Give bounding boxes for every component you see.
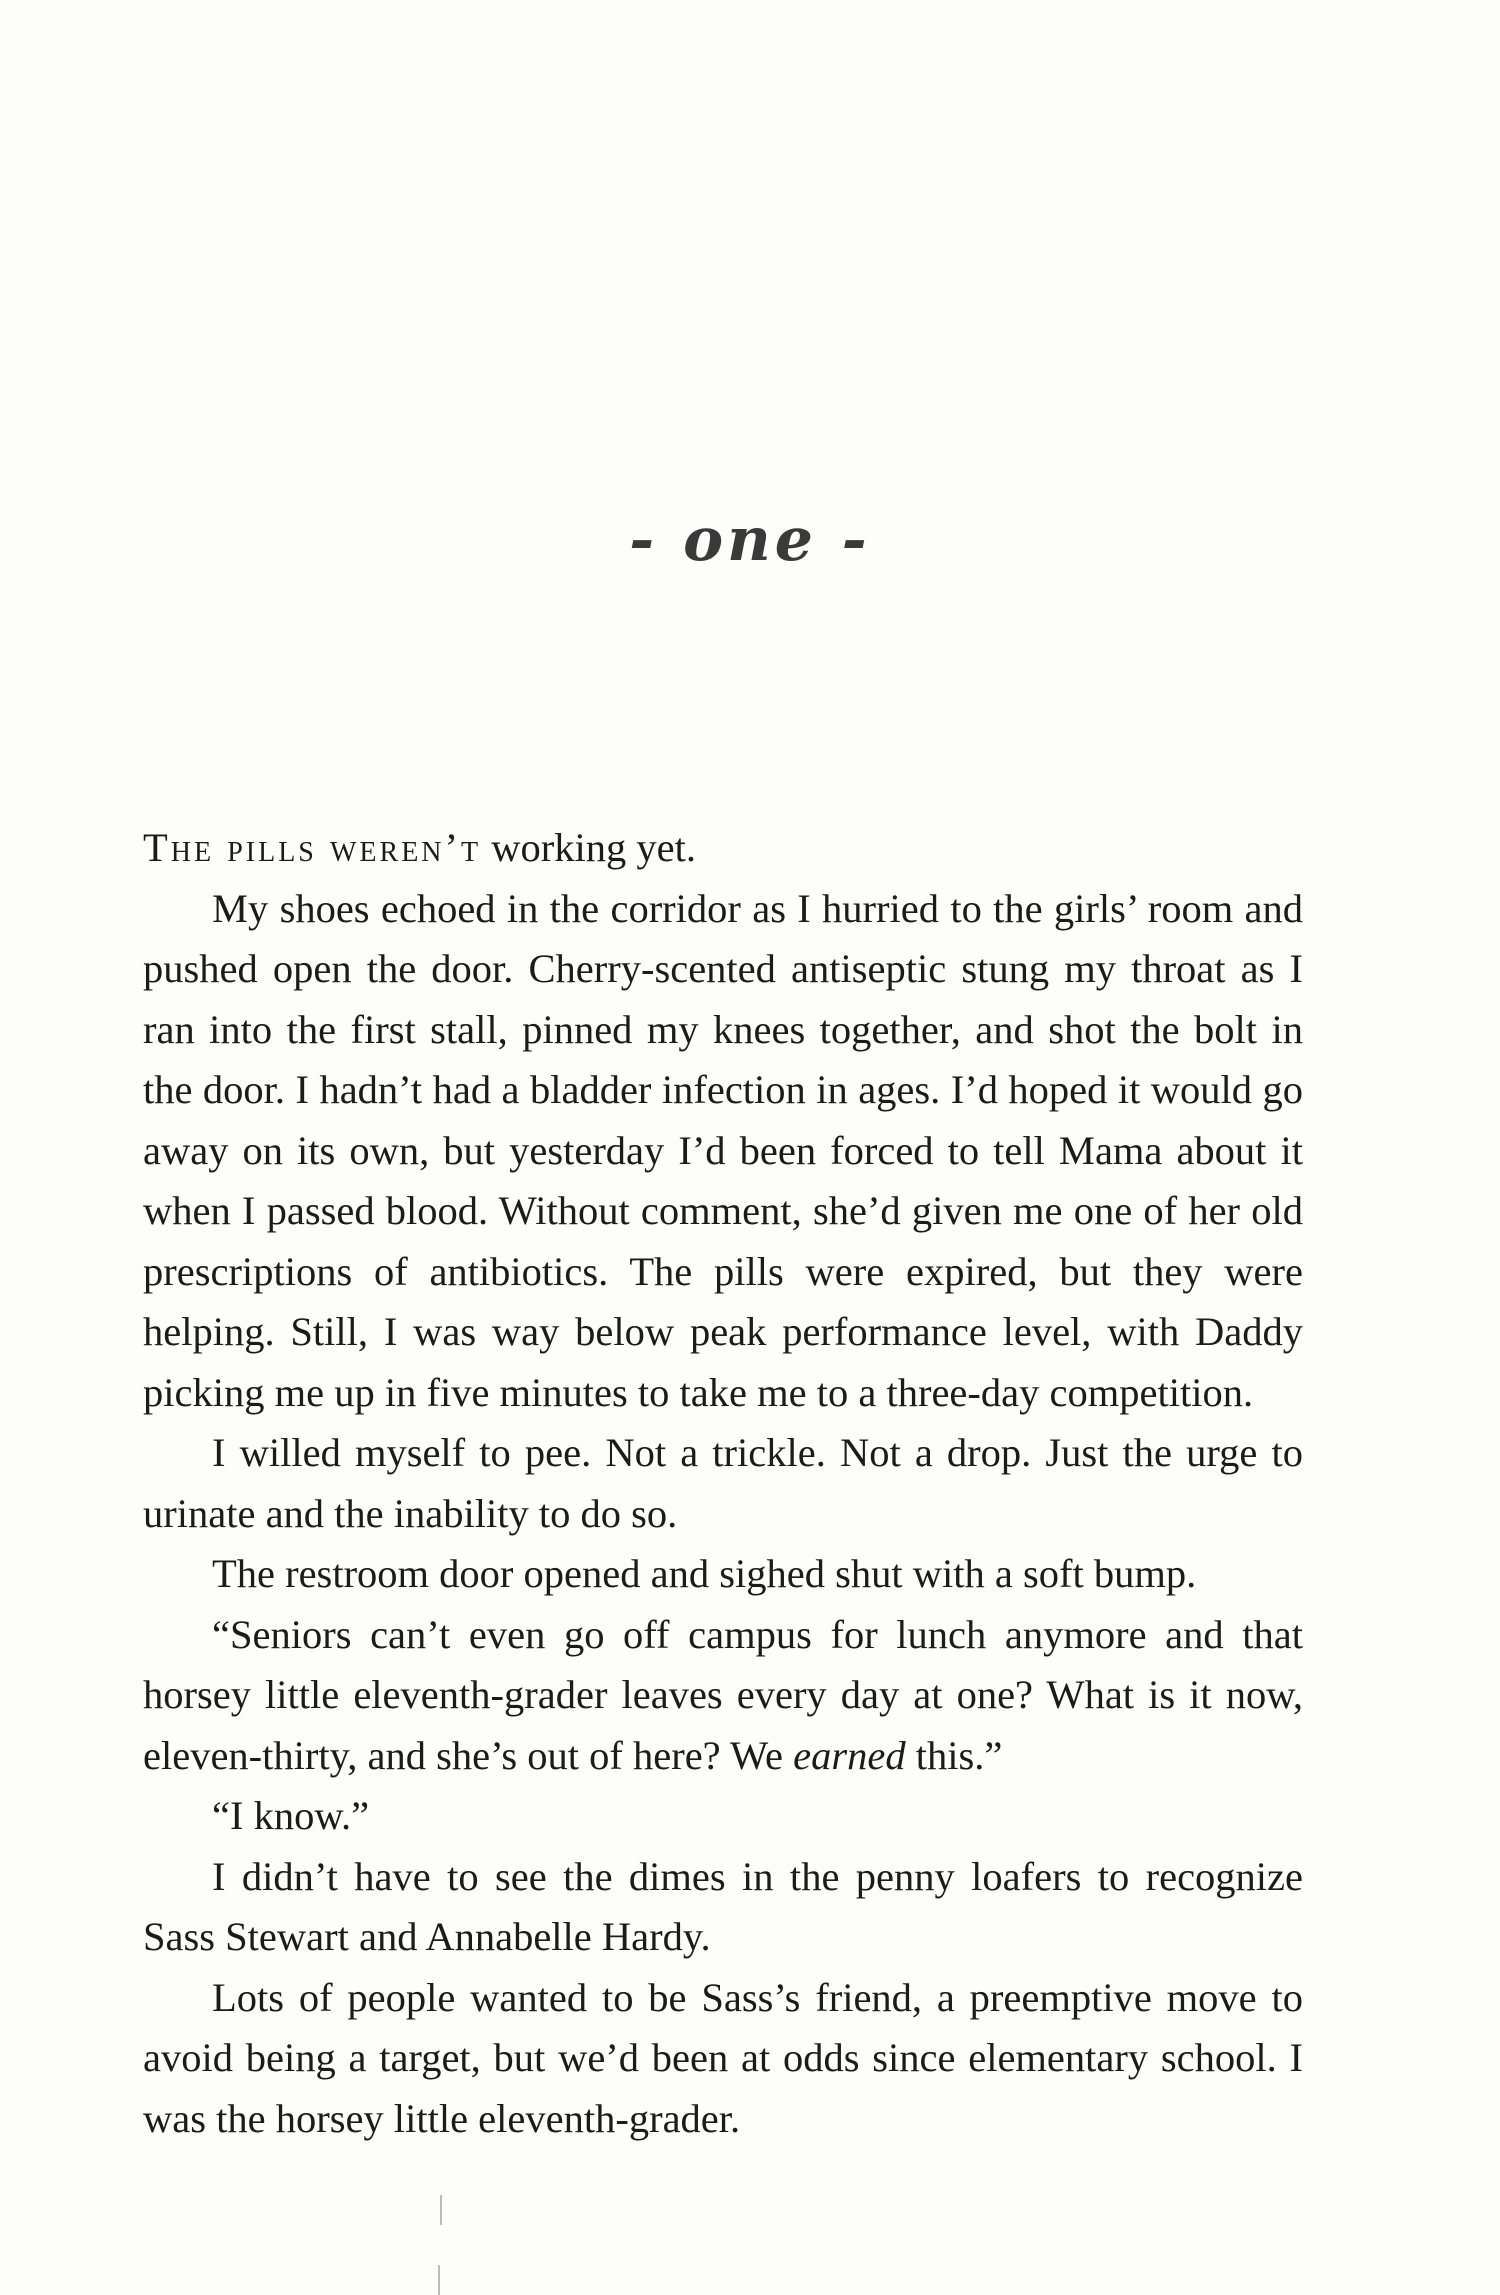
paragraph-2: My shoes echoed in the corridor as I hurried to the girls’ room and pushed open the door. Cherry-scented antiseptic stung my throat as I ran into the first stall, pinned my knees together, and shot the bolt in the door. I hadn’t had a bladder infection in ages. I’d hoped it would go away on its own, but yesterday I’d been forced to tell Mama about it when I passed blood. Without comment, she’d given me one of her old prescriptions of antibiotics. The pills were expired, but they were helping. Still, I was way below peak performance level, with Daddy picking me up in five minutes to take me to a three-day competition.	[143, 885, 1303, 1415]
chapter-title: - one -	[629, 505, 871, 575]
paragraph-5-italic: earned	[793, 1732, 906, 1778]
scan-mark	[438, 2265, 440, 2295]
opening-smallcaps: The pills weren’t	[143, 825, 482, 870]
paragraph-8: Lots of people wanted to be Sass’s friend, a preemptive move to avoid being a target, but we’d been at odds since elementary school. I was the horsey little eleventh-grader.	[143, 1974, 1303, 2141]
paragraph-5-after: this.”	[905, 1732, 1003, 1778]
opening-paragraph	[143, 818, 1303, 879]
paragraph-4: The restroom door opened and sighed shut with a soft bump.	[212, 1551, 1197, 1596]
chapter-text	[143, 818, 1303, 2149]
opening-rest: working yet.	[481, 825, 696, 870]
scan-mark	[440, 2195, 442, 2225]
paragraph-7: I didn’t have to see the dimes in the penny loafers to recognize Sass Stewart and Annabelle Hardy.	[143, 1853, 1303, 1959]
paragraph-6: “I know.”	[212, 1793, 370, 1838]
paragraph-5-before: “Seniors can’t even go off campus for lunch anymore and that horsey little eleventh-grader leaves every day at one? What is it now, eleven-thirty, and she’s out of here? We	[143, 1611, 1303, 1778]
paragraph-5	[143, 1605, 1303, 1787]
paragraph-3: I willed myself to pee. Not a trickle. Not a drop. Just the urge to urinate and the inability to do so.	[143, 1430, 1303, 1536]
